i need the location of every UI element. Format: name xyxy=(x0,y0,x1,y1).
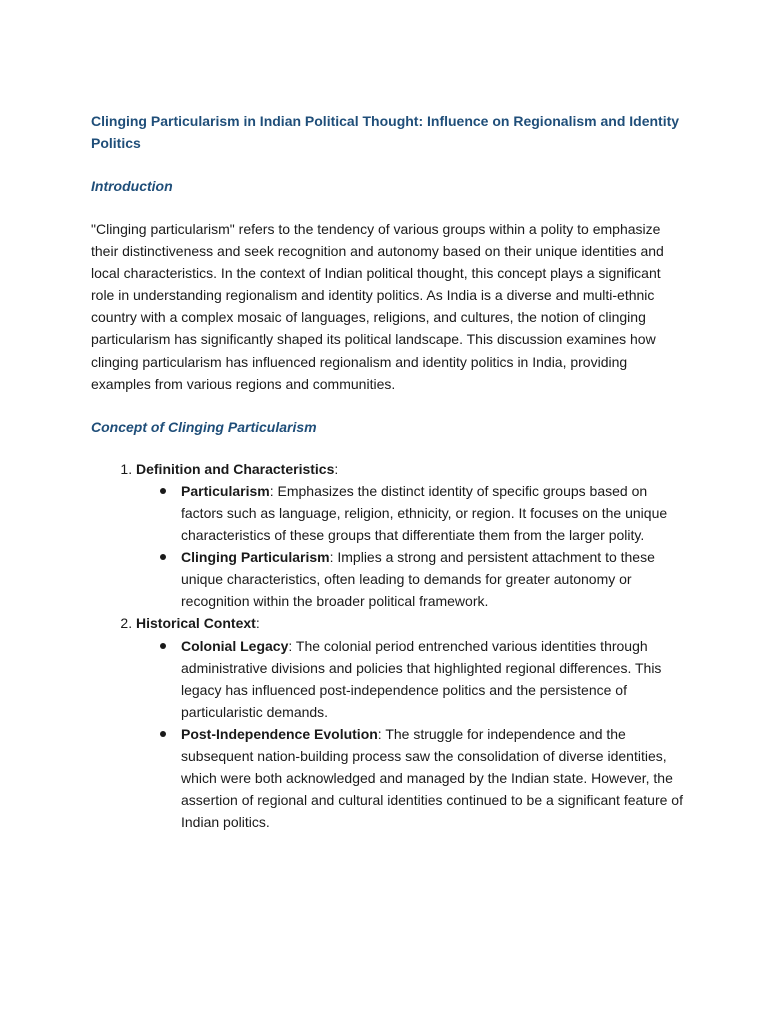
outline-item-historical-context xyxy=(136,612,683,833)
bullet-text: : Emphasizes the distinct identity of specific groups based on factors such as language, religion, ethnicity, or region. It focuses on the unique characteristics of these groups that differentiate them from the larger polity. xyxy=(181,482,668,544)
definition-bullet-list xyxy=(136,480,683,613)
bullet-item-particularism xyxy=(181,480,683,546)
bullet-term: Colonial Legacy xyxy=(181,637,289,654)
outline-item-label: Historical Context xyxy=(136,615,256,632)
document-page xyxy=(91,110,683,833)
bullet-item-colonial-legacy xyxy=(181,635,683,723)
bullet-item-clinging-particularism xyxy=(181,546,683,612)
outline-item-punct: : xyxy=(255,615,260,632)
introduction-heading: Introduction xyxy=(91,178,173,194)
bullet-text: : The colonial period entrenched various identities through administrative divisions and policies that highlighted regional differences. This legacy has influenced post-independence politics and the persistence of particularistic demands. xyxy=(181,637,662,720)
bullet-term: Clinging Particularism xyxy=(181,549,330,566)
document-title: Clinging Particularism in Indian Political Thought: Influence on Regionalism and Identity Politics xyxy=(91,113,680,151)
outline-item-label: Definition and Characteristics xyxy=(136,460,335,477)
outline-item-punct: : xyxy=(334,460,339,477)
concept-heading: Concept of Clinging Particularism xyxy=(91,418,317,435)
bullet-item-post-independence xyxy=(181,723,683,833)
introduction-paragraph: "Clinging particularism" refers to the tendency of various groups within a polity to emphasize their distinctiveness and seek recognition and autonomy based on their unique identities and local characteristics. In the context of Indian political thought, this concept plays a significant role in understanding regionalism and identity politics. As India is a diverse and multi-ethnic country with a complex mosaic of languages, religions, and cultures, the notion of clinging particularism has significantly shaped its political landscape. This discussion examines how clinging particularism has influenced regionalism and identity politics in India, providing examples from various regions and communities. xyxy=(91,221,664,392)
concept-outline-list xyxy=(91,458,683,834)
bullet-term: Particularism xyxy=(181,482,270,499)
bullet-term: Post-Independence Evolution xyxy=(181,725,378,742)
bullet-text: : The struggle for independence and the subsequent nation-building process saw the consolidation of diverse identities, which were both acknowledged and managed by the Indian state. However, the assertion of regional and cultural identities continued to be a significant feature of Indian politics. xyxy=(181,725,683,831)
bullet-text: : Implies a strong and persistent attachment to these unique characteristics, often leading to demands for greater autonomy or recognition within the broader political framework. xyxy=(181,549,655,610)
historical-bullet-list xyxy=(136,635,683,834)
outline-item-definition xyxy=(136,458,683,613)
